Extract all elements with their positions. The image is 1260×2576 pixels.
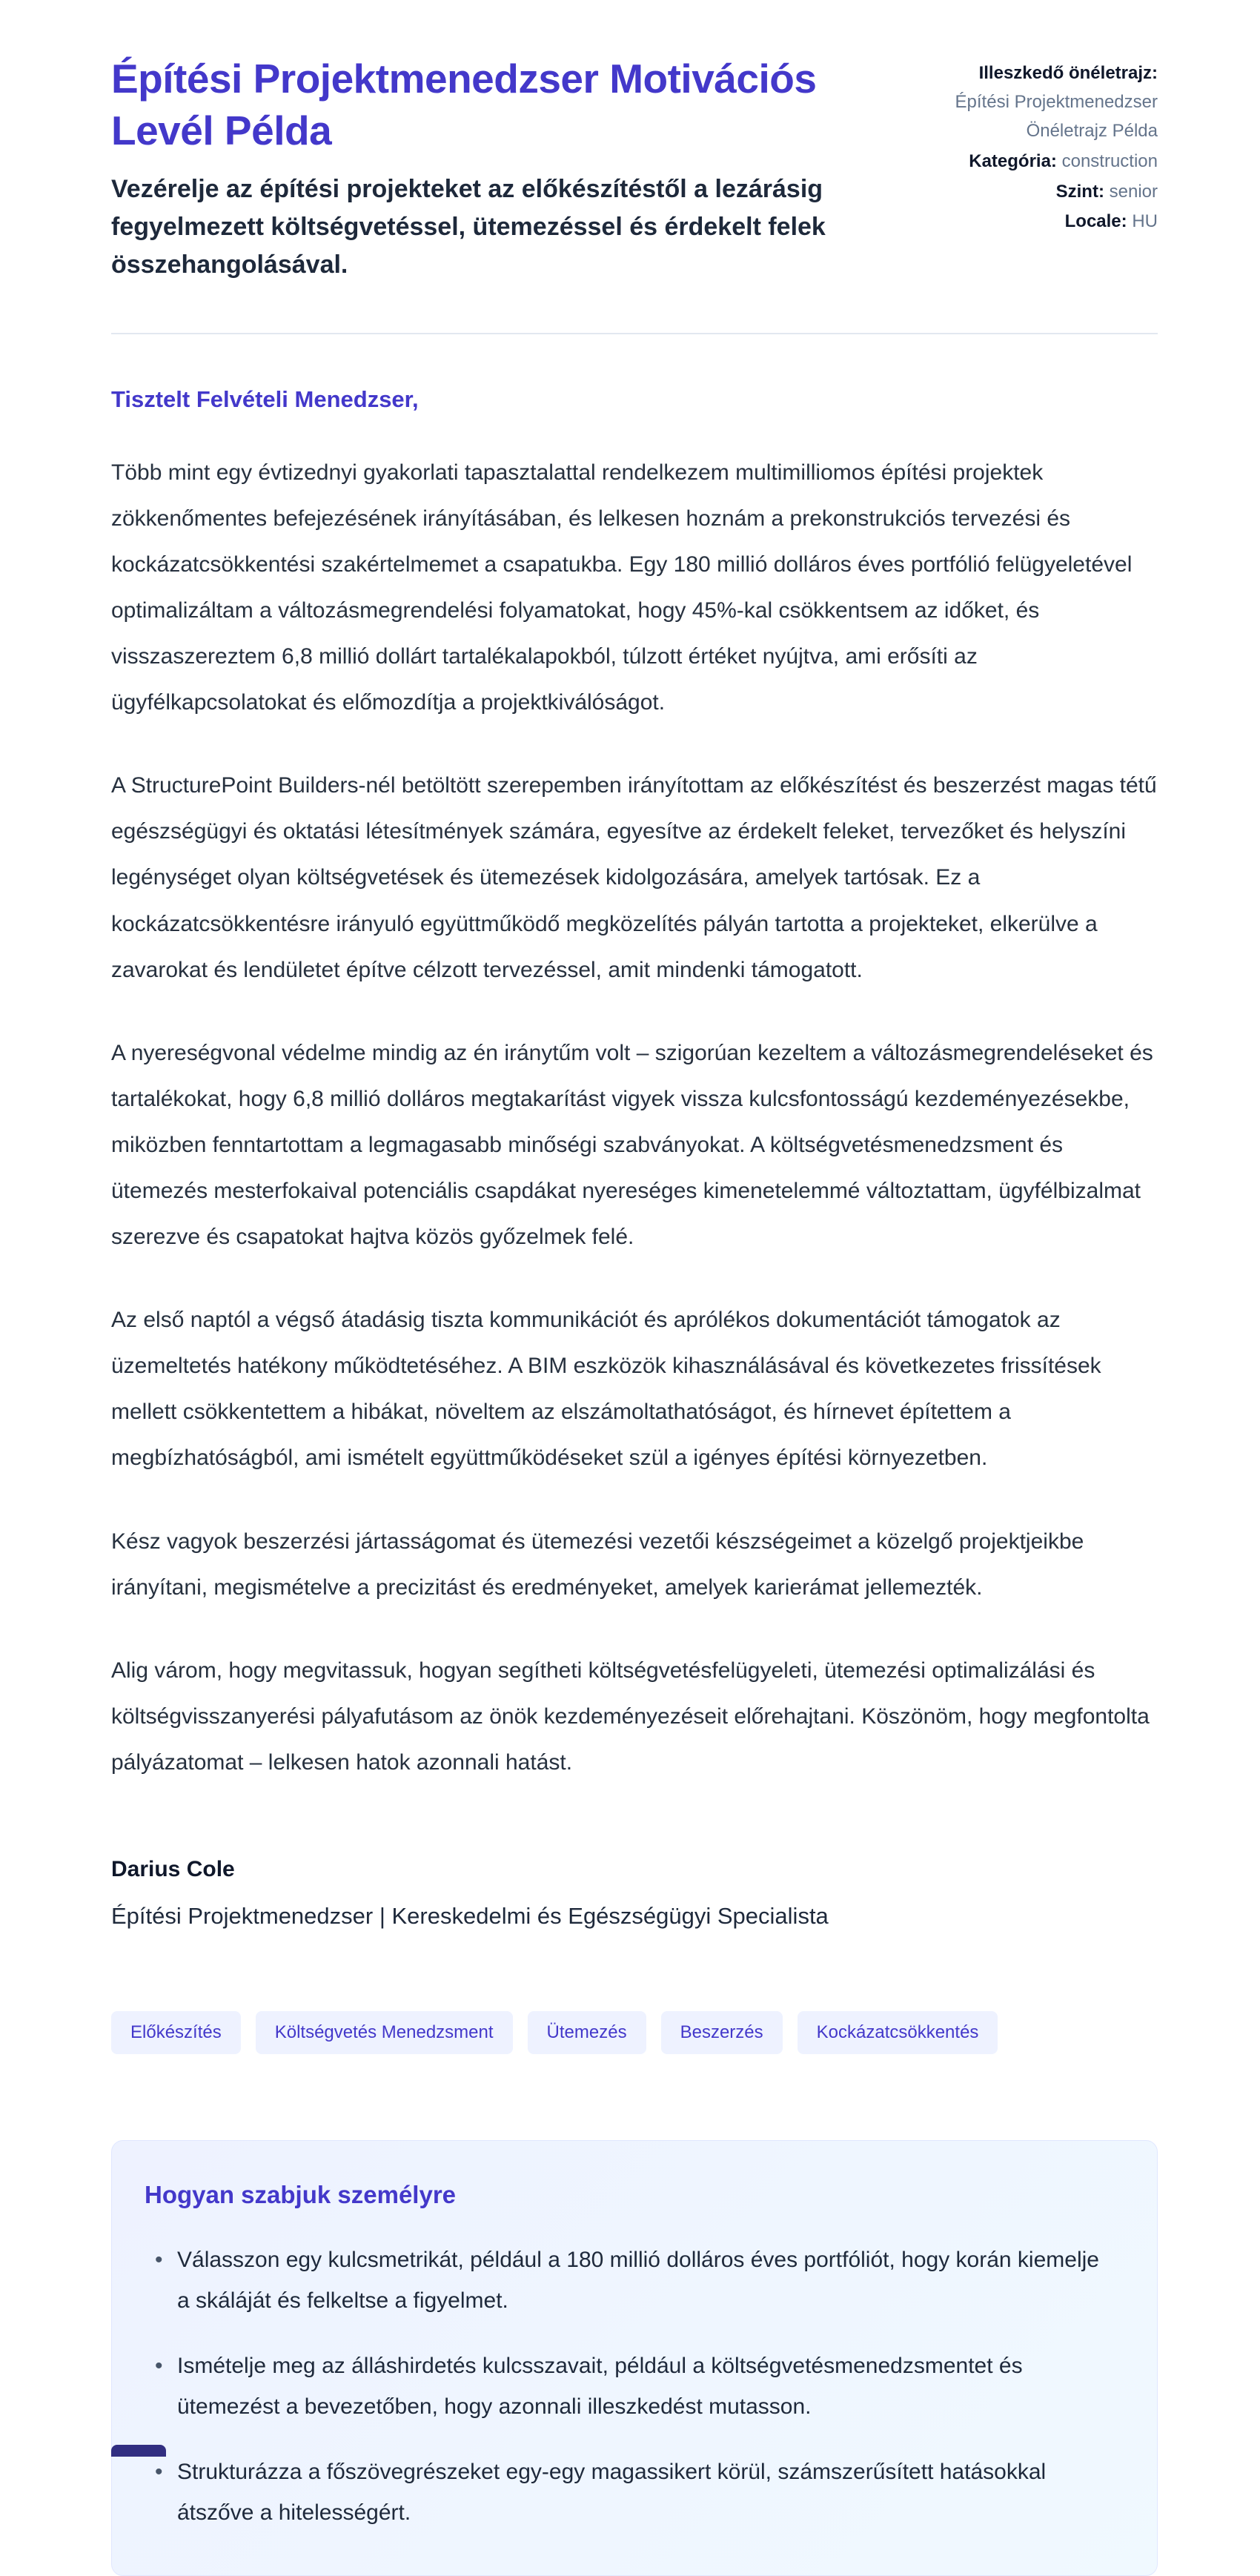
tips-heading: Hogyan szabjuk személyre <box>145 2181 457 2209</box>
header-left <box>111 53 935 284</box>
signature-title: Építési Projektmenedzser | Kereskedelmi és Egészségügyi Specialista <box>111 1903 829 1930</box>
letter-body <box>111 386 1158 1930</box>
letter-paragraph: Több mint egy évtizednyi gyakorlati tapasztalattal rendelkezem multimilliomos építési projektek zökkenőmentes befejezésének irányításában, és lelkesen hoznám a prekonstrukciós tervezési és kockázatcsökkentési szakértelmemet a csapatukba. Egy 180 millió dolláros éves portfólió felügyeletével optimalizáltam a változásmegrendelési folyamatokat, hogy 45%-kal csökkentsem az időket, és visszaszereztem 6,8 millió dollárt tartalékalapokból, túlzott értéket nyújtva, ami erősíti az ügyfélkapcsolatokat és előmozdítja a projektkiválóságot. <box>111 460 1133 715</box>
tag-pill-kockazatcsokkentes[interactable]: Kockázatcsökkentés <box>798 2011 998 2054</box>
letter-paragraph: A nyereségvonal védelme mindig az én iránytűm volt – szigorúan kezeltem a változásmegrendeléseket és tartalékokat, hogy 6,8 millió dolláros megtakarítást vigyek vissza kulcsfontosságú kezdeményezésekbe, miközben fenntartottam a legmagasabb minőségi szabványokat. A költségvetésmenedzsment és ütemezés mesterfokaival potenciális csapdákat nyereséges kimenetelemmé változtattam, ügyfélbizalmat szerezve és csapatokat hajtva közös győzelmek felé. <box>111 1040 1153 1250</box>
cutoff-next-section <box>111 2445 166 2457</box>
letter-paragraph: Alig várom, hogy megvitassuk, hogyan segítheti költségvetésfelügyeleti, ütemezési optimalizálási és költségvisszanyerési pályafutásom az önök kezdeményezéseit előrehajtani. Köszönöm, hogy megfontolta pályázatomat – lelkesen hatok azonnali hatást. <box>111 1658 1150 1775</box>
tips-item: • Válasszon egy kulcsmetrikát, például a 180 millió dolláros éves portfóliót, hogy korán kiemelje a skáláját és felkeltse a figyelmet. <box>145 2240 1108 2321</box>
meta-category <box>935 148 1158 176</box>
page-header <box>111 53 1158 284</box>
meta-level-value: senior <box>1109 181 1158 202</box>
meta-matching-resume-value: Építési Projektmenedzser Önéletrajz Példa <box>955 91 1158 141</box>
tags-row <box>111 2011 1158 2054</box>
page-subtitle: Vezérelje az építési projekteket az előkészítéstől a lezárásig fegyelmezett költségvetéssel, ütemezéssel és érdekelt felek összehangolásával. <box>111 174 826 279</box>
letter-paragraph: Az első naptól a végső átadásig tiszta kommunikációt és aprólékos dokumentációt támogatok az üzemeltetés hatékony működtetéséhez. A BIM eszközök kihasználásával és következetes frissítések mellett csökkentettem a hibákat, növeltem az elszámoltathatóságot, és hírnevet építettem a megbízhatóságból, ami ismételt együttműködéseket szül a igényes építési környezetben. <box>111 1308 1101 1471</box>
header-divider <box>111 333 1158 334</box>
page-title: Építési Projektmenedzser Motivációs Levél Példa <box>111 56 817 153</box>
tips-box <box>111 2140 1158 2576</box>
meta-category-label: Kategória: <box>969 150 1057 171</box>
meta-locale-label: Locale: <box>1064 211 1127 232</box>
meta-locale <box>935 208 1158 236</box>
tag-pill-beszerzes[interactable]: Beszerzés <box>661 2011 783 2054</box>
meta-level <box>935 178 1158 207</box>
letter-salutation: Tisztelt Felvételi Menedzser, <box>111 385 419 412</box>
letter-paragraph: Kész vagyok beszerzési jártasságomat és ütemezési vezetői készségeimet a közelgő projektjeikbe irányítani, megismételve a precizitást és eredményeket, amelyek karierámat jellemezték. <box>111 1529 1084 1600</box>
meta-locale-value: HU <box>1132 211 1158 232</box>
tag-pill-koltsegvetes-menedzsment[interactable]: Költségvetés Menedzsment <box>256 2011 513 2054</box>
signature-name: Darius Cole <box>111 1857 235 1882</box>
tips-item: • Strukturázza a főszövegrészeket egy-egy magassikert körül, számszerűsített hatásokkal átszőve a hitelességért. <box>145 2452 1108 2533</box>
tips-list <box>145 2240 1121 2534</box>
tag-pill-utemezes[interactable]: Ütemezés <box>528 2011 646 2054</box>
letter-paragraph: A StructurePoint Builders-nél betöltött szerepemben irányítottam az előkészítést és beszerzést magas tétű egészségügyi és oktatási létesítmények számára, egyesítve az érdekelt feleket, tervezőket és helyszíni legénységet olyan költségvetések és ütemezések kidolgozására, amelyek tartósak. Ez a kockázatcsökkentésre irányuló együttműködő megközelítés pályán tartotta a projekteket, elkerülve a zavarokat és lendületet építve célzott tervezéssel, amit mindenki támogatott. <box>111 773 1157 982</box>
meta-level-label: Szint: <box>1055 181 1104 202</box>
meta-block <box>935 53 1158 236</box>
tag-pill-elokeszites[interactable]: Előkészítés <box>111 2011 241 2054</box>
meta-matching-resume <box>935 59 1158 146</box>
meta-matching-resume-label: Illeszkedő önéletrajz: <box>978 63 1158 83</box>
tips-item: • Ismételje meg az álláshirdetés kulcsszavait, például a költségvetésmenedzsmentet és ütemezést a bevezetőben, hogy azonnali illeszkedést mutasson. <box>145 2346 1108 2427</box>
meta-category-value: construction <box>1061 150 1158 171</box>
